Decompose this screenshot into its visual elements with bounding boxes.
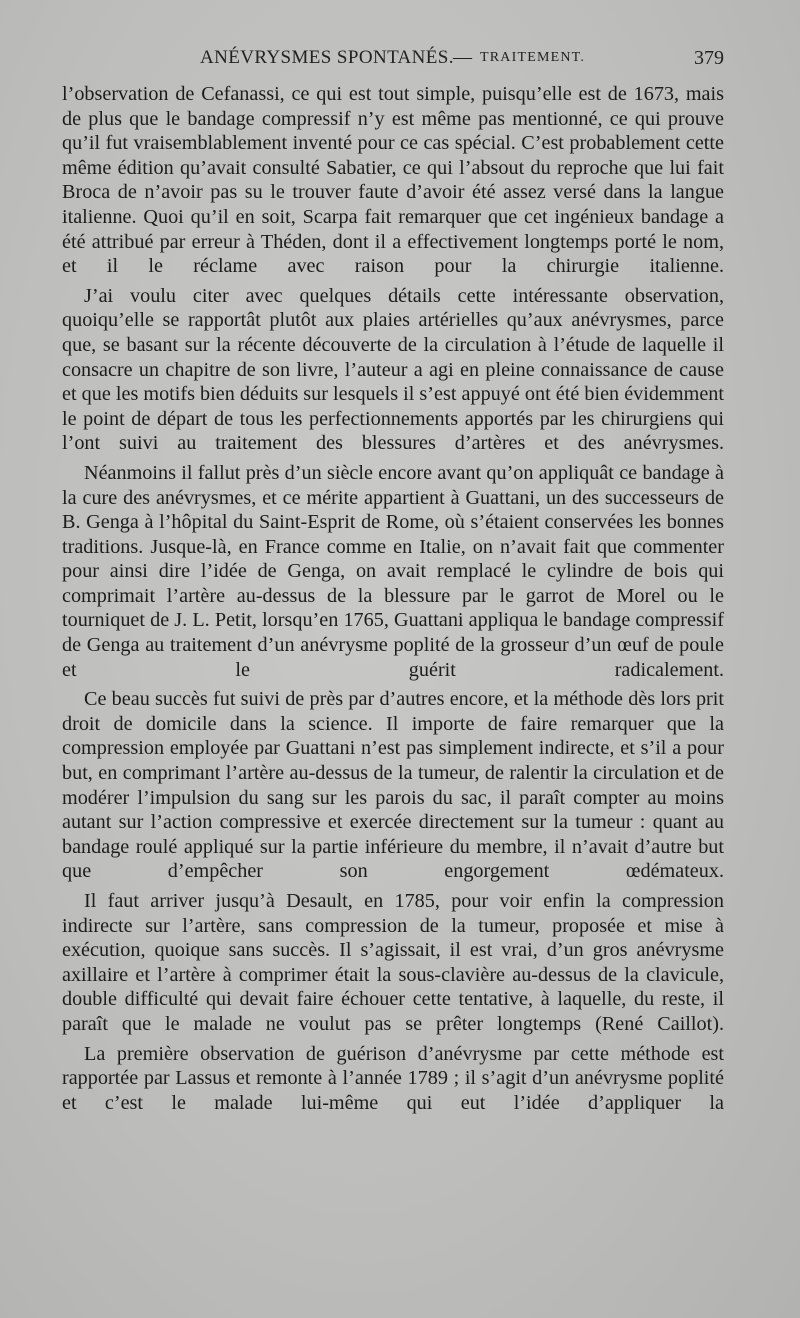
header-title: ANÉVRYSMES SPONTANÉS. — [200, 47, 454, 68]
header-subtitle: TRAITEMENT. — [480, 50, 586, 65]
paragraph-3: Néanmoins il fallut près d’un siècle encore avant qu’on appliquât ce bandage à la cure des anévrysmes, et ce mérite appartient à Guattani, un des successeurs de B. Genga à l’hôpital du Saint-Esprit de Rome, où s’étaient conservées les bonnes traditions. Jusque-là, en France comme en Italie, on n’avait fait que commenter pour ainsi dire l’idée de Genga, on avait remplacé le cylindre de bois qui comprimait l’artère au-dessus de la blessure par le garrot de Morel ou le tourniquet de J. L. Petit, lorsqu’en 1765, Guattani appliqua le bandage compressif de Genga au traitement d’un anévrysme poplité de la grosseur d’un œuf de poule et le guérit radicalement. — [62, 461, 724, 681]
paragraph-4: Ce beau succès fut suivi de près par d’autres encore, et la méthode dès lors prit droit de domicile dans la science. Il importe de faire remarquer que la compression employée par Guattani n’est pas simplement indirecte, et s’il a pour but, en comprimant l’artère au-dessus de la tumeur, de ralentir la circulation et de modérer l’impulsion du sang sur les parois du sac, il paraît compter au moins autant sur l’action compressive et exercée directement sur la tumeur : quant au bandage roulé appliqué sur la partie inférieure du membre, il n’avait d’autre but que d’empêcher son engorgement œdémateux. — [62, 688, 724, 883]
page-number: 379 — [694, 47, 724, 69]
running-header — [62, 47, 724, 75]
paragraph-5: Il faut arriver jusqu’à Desault, en 1785, pour voir enfin la compression indirecte sur l’artère, sans compression de la tumeur, proposée et mise à exécution, quoique sans succès. Il s’agissait, il est vrai, d’un gros anévrysme axillaire et l’artère à comprimer était la sous-clavière au-dessus de la clavicule, double difficulté qui devait faire échouer cette tentative, à laquelle, du reste, il paraît que le malade ne voulut pas se prêter longtemps (René Caillot). — [62, 890, 724, 1035]
paragraph-6: La première observation de guérison d’anévrysme par cette méthode est rapportée par Lassus et remonte à l’année 1789 ; il s’agit d’un anévrysme poplité et c’est le malade lui-même qui eut l’idée d’appliquer la — [62, 1042, 724, 1114]
header-separator: — — [453, 47, 472, 68]
paragraph-2: J’ai voulu citer avec quelques détails cette intéressante observation, quoiqu’elle se rapportât plutôt aux plaies artérielles qu’aux anévrysmes, parce que, se basant sur la récente découverte de la circulation à l’étude de laquelle il consacre un chapitre de son livre, l’auteur a agi en pleine connaissance de cause et que les motifs bien déduits sur lesquels il s’est appuyé ont été bien évidemment le point de départ de tous les perfectionnements apportés par les chirurgiens qui l’ont suivi au traitement des blessures d’artères et des anévrysmes. — [62, 284, 724, 455]
body-text — [62, 82, 724, 1120]
paragraph-1: l’observation de Cefanassi, ce qui est tout simple, puisqu’elle est de 1673, mais de plus que le bandage compressif n’y est même pas mentionné, ce qui prouve qu’il fut vraisemblablement inventé pour ce cas spécial. C’est probablement cette même édition qu’avait consulté Sabatier, ce qui l’absout du reproche que lui fait Broca de n’avoir pas su le trouver faute d’avoir été assez versé dans la langue italienne. Quoi qu’il en soit, Scarpa fait remarquer que cet ingénieux bandage a été attribué par erreur à Théden, dont il a effectivement longtemps porté le nom, et il le réclame avec raison pour la chirurgie italienne. — [62, 83, 724, 278]
